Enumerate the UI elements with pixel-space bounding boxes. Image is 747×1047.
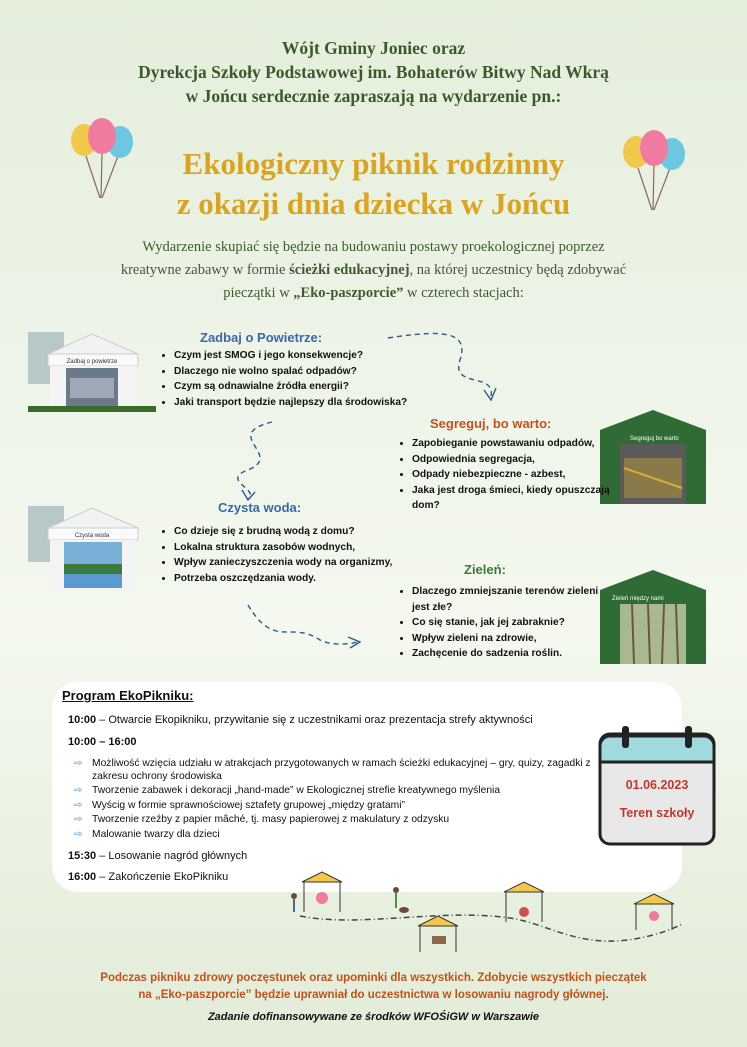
stall-icon [302,872,342,912]
station-green-list [396,584,612,662]
arrow-right-icon: ⇨ [74,828,83,840]
funding-note: Zadanie dofinansowywane ze środków WFOŚiGW w Warszawie [207,1011,540,1023]
tent-air-icon [28,332,156,412]
list-item: • Odpady niebezpieczne - azbest, [412,467,612,483]
list-item: • Dlaczego zmniejszanie terenów zieleni jest złe? [412,584,612,615]
activity-text: Możliwość wzięcia udziału w atrakcjach przygotowanych w ramach ścieżki edukacyjnej – gry, quizy, zagadki z zakresu ochrony środowiska [92,758,591,782]
arrow-right-icon: ⇨ [74,785,83,797]
arrow-right-icon: ⇨ [74,814,83,826]
list-item [74,814,594,827]
station-recycle-title [430,416,551,431]
station-air-title [200,330,322,345]
event-time: 10:00 [68,714,97,726]
invitation-header [0,36,747,108]
program-title: Program EkoPikniku: [62,688,194,703]
footer-note [0,970,747,1004]
intro-line-3 [40,282,707,305]
station-air-list [158,348,414,410]
stall-icon [504,882,544,922]
event-time: 16:00 [68,871,97,883]
station-water-title [218,500,301,515]
intro-text: , na której uczestnicy będą zdobywać [409,262,627,278]
list-item: • Co się stanie, jak jej zabraknie? [412,615,612,631]
list-item: • Potrzeba oszczędzania wody. [174,571,406,587]
event-description [40,236,707,305]
stall-icon [418,916,458,952]
event-time: 15:30 [68,850,97,862]
title-line-1: Ekologiczny piknik rodzinny [182,146,565,181]
list-item: • Zapobieganie powstawaniu odpadów, [412,436,612,452]
list-item [74,785,594,798]
station-green-title [464,562,506,577]
intro-line-1: Wydarzenie skupiać się będzie na budowaniu postawy proekologicznej poprzez [142,239,605,255]
program-activities-list [74,758,594,842]
station-title-text: Segreguj, bo warto: [430,416,552,431]
intro-text: kreatywne zabawy w formie [120,262,290,278]
arrow-right-icon: ⇨ [74,758,83,769]
station-recycle-list [396,436,612,514]
picnic-path-illustration [280,868,700,954]
list-item: • Wpływ zanieczyszczenia wody na organizmy, [174,555,406,571]
list-item: • Czym jest SMOG i jego konsekwencje? [174,348,414,364]
activity-text: Tworzenie rzeźby z papier mâché, tj. masy papierowej z makulatury z odzysku [92,814,450,826]
event-date: 01.06.2023 [625,778,689,792]
station-title-text: Czysta woda: [218,500,302,515]
header-line-2: Dyrekcja Szkoły Podstawowej im. Bohaterów Bitwy Nad Wkrą [138,62,609,82]
list-item: • Lokalna struktura zasobów wodnych, [174,540,406,556]
station-title-text: Zadbaj o Powietrze: [200,330,323,345]
activity-text: Malowanie twarzy dla dzieci [92,828,220,840]
header-line-1: Wójt Gminy Joniec oraz [281,38,466,58]
activity-text: Wyścig w formie sprawnościowej sztafety grupowej „między gratami” [92,799,405,811]
intro-text: w czterech stacjach: [403,285,524,301]
activity-text: Tworzenie zabawek i dekoracji „hand-made” w Ekologicznej strefie kreatywnego myślenia [92,785,501,797]
list-item [74,829,594,842]
tent-water-icon [28,506,156,596]
program-event-opening [68,714,533,726]
footer-line-2: na „Eko-paszporcie” będzie uprawniał do uczestnictwa w losowaniu nagrody głównej. [138,989,609,1001]
list-item: • Czym są odnawialne źródła energii? [174,379,414,395]
list-item: • Zachęcenie do sadzenia roślin. [412,646,612,662]
list-item: • Jaki transport będzie najlepszy dla środowiska? [174,395,414,411]
program-event-activities [68,736,137,748]
list-item [74,758,594,783]
list-item: • Dlaczego nie wolno spalać odpadów? [174,364,414,380]
list-item: • Jaka jest droga śmieci, kiedy opuszczają dom? [412,483,612,514]
stall-icon [634,894,674,930]
list-item: • Co dzieje się z brudną wodą z domu? [174,524,406,540]
event-text: – Losowanie nagród głównych [96,850,248,862]
station-title-text: Zieleń: [464,562,506,577]
tent-label: Zadbaj o powietrze [66,359,118,365]
list-item: • Odpowiednia segregacja, [412,452,612,468]
tent-label: Segreguj bo warto [630,436,679,442]
arrow-right-icon: ⇨ [74,799,83,811]
intro-line-2 [40,259,707,282]
event-title [0,144,747,224]
person-icon [291,893,297,912]
list-item [74,800,594,813]
station-water-list [158,524,406,586]
tent-label: Zieleń między nami [612,596,664,602]
event-text: – Zakończenie EkoPikniku [96,871,229,883]
tent-label: Czysta woda [74,533,110,539]
program-event-draw [68,850,247,862]
event-location: Teren szkoły [619,806,695,820]
intro-text: pieczątki w [223,285,294,301]
event-time: 10:00 – 16:00 [68,736,137,748]
event-text: – Otwarcie Ekopikniku, przywitanie się z uczestnikami oraz prezentacja strefy aktywności [96,714,533,726]
footer-line-1: Podczas pikniku zdrowy poczęstunek oraz upominki dla wszystkich. Zdobycie wszystkich pieczątek [100,972,647,984]
intro-highlight: ścieżki edukacyjnej [289,262,410,278]
person-icon [393,887,409,913]
program-event-closing [68,871,228,883]
header-line-3: w Jońcu serdecznie zapraszają na wydarzenie pn.: [185,86,562,106]
list-item: • Wpływ zieleni na zdrowie, [412,631,612,647]
intro-highlight: „Eko-paszporcie” [293,285,404,301]
title-line-2: z okazji dnia dziecka w Jońcu [176,186,571,221]
